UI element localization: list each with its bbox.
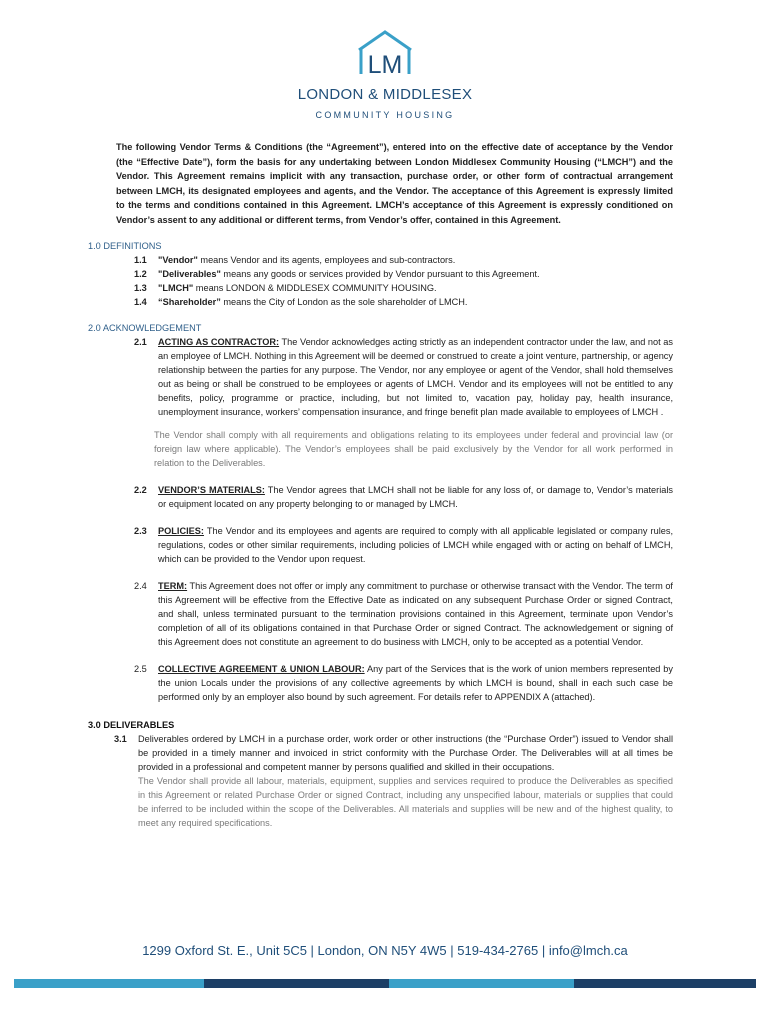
clause-2-5 xyxy=(134,662,673,704)
clause-title: POLICIES: xyxy=(158,526,204,536)
defined-term: “Shareholder” xyxy=(158,297,221,307)
clause-2-1-continuation: The Vendor shall comply with all requirements and obligations relating to its employees under federal and provincial law (or foreign law where applicable). The Vendor’s employees shall be paid exclusively by the Vendor for all work performed in relation to the Deliverables. xyxy=(154,430,673,468)
item-number: 2.3 xyxy=(134,526,147,536)
clause-text: The Vendor acknowledges acting strictly as an independent contractor under the law, and not as an employee of LMCH. Nothing in this Agreement will be deemed or construed to create a joint venture, partnership, or agency relationship between the parties for any purpose. The Vendor, nor any employee or agent of the Vendor, shall hold themselves out as being or shall be construed to be employees or agents of LMCH. Vendor and its employees will not be entitled to any benefits, policy, programme or practice, including, but not limited to, vacation pay, holiday pay, health insurance, unemployment insurance, workers’ compensation insurance, and fringe benefit plan made available to employees of LMCH . xyxy=(158,337,673,417)
definition-item xyxy=(134,267,673,281)
intro-paragraph: The following Vendor Terms & Conditions (the “Agreement”), entered into on the effective date of acceptance by the Vendor (the “Effective Date”), form the basis for any undertaking between London Middlesex Community Housing (“LMCH”) and the Vendor. This Agreement remains implicit with any transaction, purchase order, or other form of contractual arrangement between LMCH, its designated employees and agents, and the Vendor. The acceptance of this Agreement is expressly limited to the terms and conditions contained in this Agreement. LMCH’s acceptance of this Agreement is expressly conditioned on Vendor’s assent to any additional or different terms, from Vendor’s offer, contained in this Agreement. xyxy=(116,142,673,225)
clause-2-3 xyxy=(134,524,673,566)
definition-item xyxy=(134,253,673,267)
item-number: 2.5 xyxy=(134,664,147,674)
clause-text: Any part of the Services that is the work of union members represented by the union Locals under the provisions of any collective agreements by which LMCH is bound, shall in each such case be performed only by an employer also bound by such agreement. For details refer to APPENDIX A (attached). xyxy=(158,664,673,702)
logo-letters: LM xyxy=(367,51,403,76)
house-logo-icon xyxy=(353,28,417,76)
footer-bar-segment xyxy=(574,979,756,988)
defined-term: "Deliverables" xyxy=(158,269,221,279)
footer-contact: 1299 Oxford St. E., Unit 5C5 | London, ON N5Y 4W5 | 519-434-2765 | info@lmch.ca xyxy=(142,943,628,958)
defined-term: "LMCH" xyxy=(158,283,194,293)
clause-3-1-continuation: The Vendor shall provide all labour, materials, equipment, supplies and services required to produce the Deliverables as specified in this Agreement or related Purchase Order or signed Contract, including any unspecified labour, materials or supplies that could be inferred to be included within the scope of the Deliverables. All materials and supplies will be new and of the highest quality, to meet any required specifications. xyxy=(138,776,673,828)
item-number: 2.4 xyxy=(134,581,147,591)
clause-title: VENDOR’S MATERIALS: xyxy=(158,485,265,495)
document-body xyxy=(88,140,673,830)
footer-bar-segment xyxy=(14,979,204,988)
item-number: 1.4 xyxy=(134,297,147,307)
clause-title: TERM: xyxy=(158,581,188,591)
clause-3-1 xyxy=(114,732,673,774)
item-number: 1.3 xyxy=(134,283,147,293)
org-name: LONDON & MIDDLESEX xyxy=(297,86,473,103)
definition-item xyxy=(134,281,673,295)
section-heading-acknowledgement: 2.0 ACKNOWLEDGEMENT xyxy=(88,323,202,333)
item-number: 2.1 xyxy=(134,337,147,347)
footer-bar-segment xyxy=(204,979,389,988)
clause-title: COLLECTIVE AGREEMENT & UNION LABOUR: xyxy=(158,664,365,674)
defined-term: "Vendor" xyxy=(158,255,198,265)
clause-text: Deliverables ordered by LMCH in a purchase order, work order or other instructions (the “Purchase Order”) issued to Vendor shall be provided in a timely manner and invoiced in strict conformity with the Purchase Order. The Deliverables will at all times be provided in a professional and competent manner by persons qualified and skilled in their occupations. xyxy=(138,734,673,772)
clause-text: This Agreement does not offer or imply any commitment to purchase or otherwise transact with the Vendor. The term of this Agreement will be effective from the Effective Date as indicated on any subsequent Purchase Order or signed Contract, and shall, unless terminated pursuant to the termination provisions contained in this Agreement, terminate upon Vendor’s completion of all of its obligations contained in that Purchase Order or signed Contract. The acknowledgement or signing of this Agreement does not constitute an agreement to do business with LMCH, only to be accepted as a potential Vendor. xyxy=(158,581,673,647)
item-number: 1.2 xyxy=(134,269,147,279)
clause-text: The Vendor and its employees and agents are required to comply with all applicable legislated or company rules, regulations, codes or other similar requirements, including policies of LMCH while engaged with or acting on behalf of LMCH, which can be provided to the Vendor upon request. xyxy=(158,526,673,564)
clause-title: ACTING AS CONTRACTOR: xyxy=(158,337,280,347)
clause-2-4 xyxy=(134,579,673,649)
org-subtitle: COMMUNITY HOUSING xyxy=(315,110,455,120)
clause-2-2 xyxy=(134,483,673,511)
definition-text: means Vendor and its agents, employees and sub-contractors. xyxy=(197,255,456,265)
definition-text: means the City of London as the sole shareholder of LMCH. xyxy=(220,297,468,307)
definition-text: means any goods or services provided by Vendor pursuant to this Agreement. xyxy=(220,269,540,279)
definition-item xyxy=(134,295,673,309)
clause-text: The Vendor agrees that LMCH shall not be liable for any loss of, or damage to, Vendor’s materials or equipment located on any property belonging to or managed by LMCH. xyxy=(158,485,673,509)
footer-bar-segment xyxy=(389,979,574,988)
definition-text: means LONDON & MIDDLESEX COMMUNITY HOUSING. xyxy=(193,283,437,293)
item-number: 3.1 xyxy=(114,734,127,744)
item-number: 1.1 xyxy=(134,255,147,265)
section-heading-deliverables: 3.0 DELIVERABLES xyxy=(88,720,175,730)
clause-2-1 xyxy=(134,335,673,419)
section-heading-definitions: 1.0 DEFINITIONS xyxy=(88,241,162,251)
item-number: 2.2 xyxy=(134,485,147,495)
logo xyxy=(0,28,770,120)
